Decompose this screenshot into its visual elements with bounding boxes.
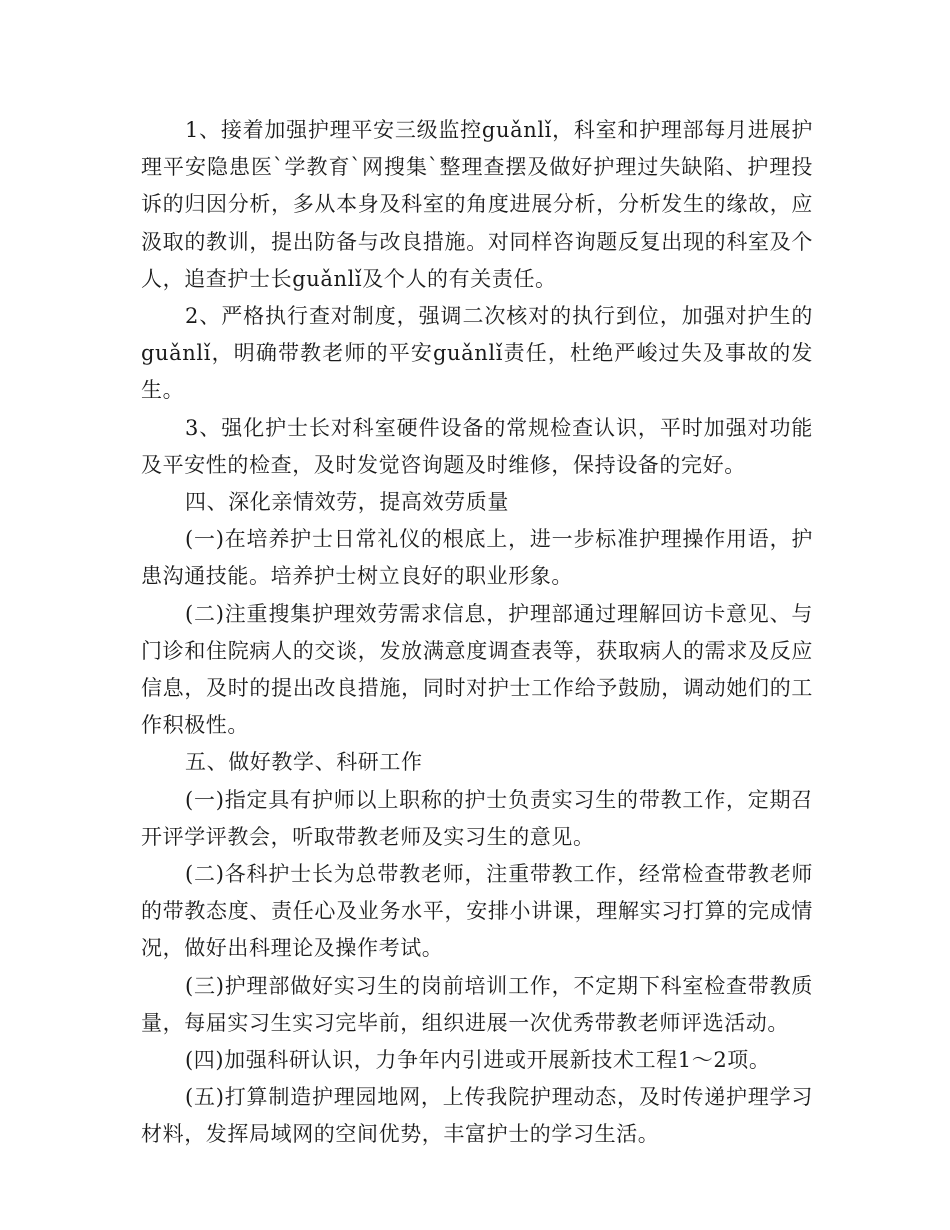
paragraph-4-1: (一)在培养护士日常礼仪的根底上，进一步标准护理操作用语，护患沟通技能。培养护士树立良好的职业形象。 [141, 527, 813, 589]
paragraph-5-4: (四)加强科研认识，力争年内引进或开展新技术工程1～2项。 [185, 1048, 771, 1073]
paragraph-5-1: (一)指定具有护师以上职称的护士负责实习生的带教工作，定期召开评学评教会，听取带教老师及实习生的意见。 [141, 787, 813, 849]
paragraph-5-3: (三)护理部做好实习生的岗前培训工作，不定期下科室检查带教质量，每届实习生实习完毕前，组织进展一次优秀带教老师评选活动。 [141, 973, 813, 1035]
paragraph-2: 2、严格执行查对制度，强调二次核对的执行到位，加强对护生的guǎnlǐ，明确带教老师的平安guǎnlǐ责任，杜绝严峻过失及事故的发生。 [141, 304, 813, 403]
document-body [141, 112, 813, 1154]
paragraph-3: 3、强化护士长对科室硬件设备的常规检查认识，平时加强对功能及平安性的检查，及时发觉咨询题及时维修，保持设备的完好。 [141, 415, 813, 477]
paragraph-5-2: (二)各科护士长为总带教老师，注重带教工作，经常检查带教老师的带教态度、责任心及业务水平，安排小讲课，理解实习打算的完成情况，做好出科理论及操作考试。 [141, 862, 813, 961]
paragraph-1: 1、接着加强护理平安三级监控guǎnlǐ，科室和护理部每月进展护理平安隐患医`学教育`网搜集`整理查摆及做好护理过失缺陷、护理投诉的归因分析，多从本身及科室的角度进展分析，分析发生的缘故，应汲取的教训，提出防备与改良措施。对同样咨询题反复出现的科室及个人，追查护士长guǎnlǐ及个人的有关责任。 [141, 118, 813, 291]
section-heading-4: 四、深化亲情效劳，提高效劳质量 [185, 490, 509, 515]
paragraph-5-5: (五)打算制造护理园地网，上传我院护理动态，及时传递护理学习材料，发挥局域网的空间优势，丰富护士的学习生活。 [141, 1085, 813, 1147]
section-heading-5: 五、做好教学、科研工作 [185, 750, 423, 775]
paragraph-4-2: (二)注重搜集护理效劳需求信息，护理部通过理解回访卡意见、与门诊和住院病人的交谈，发放满意度调查表等，获取病人的需求及反应信息，及时的提出改良措施，同时对护士工作给予鼓励，调动她们的工作积极性。 [141, 601, 813, 738]
